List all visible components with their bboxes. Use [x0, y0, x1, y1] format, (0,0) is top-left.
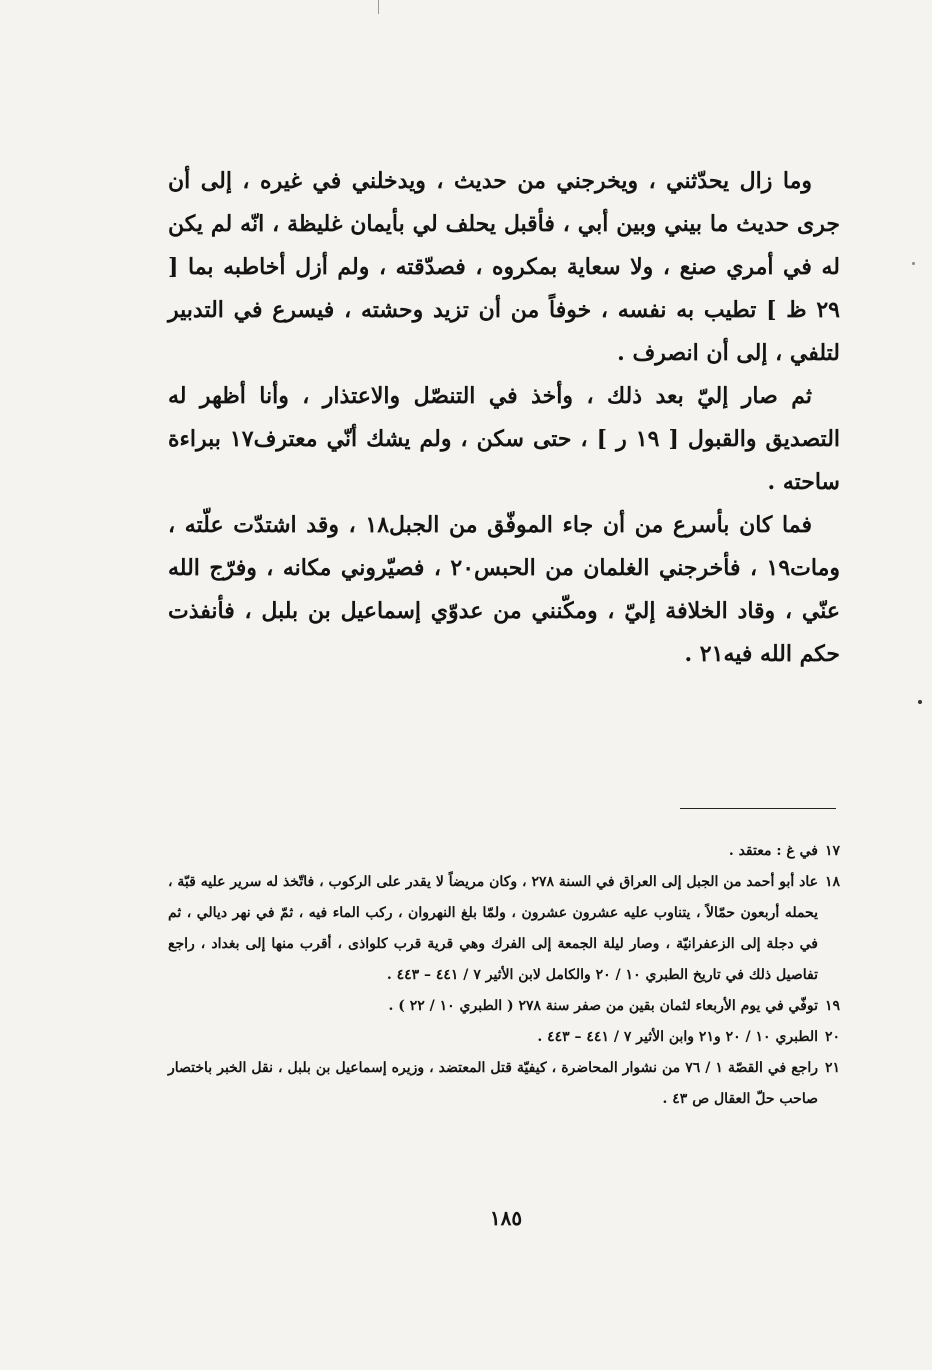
- main-text: [168, 160, 840, 676]
- footnote-separator: [680, 808, 836, 809]
- paragraph-1: وما زال يحدّثني ، ويخرجني من حديث ، ويدخلني في غيره ، إلى أن جرى حديث ما بيني وبين أبي ، فأقبل يحلف لي بأيمان غليظة ، انّه لم يكن له في أمري صنع ، ولا سعاية بمكروه ، فصدّقته ، ولم أزل أخاطبه بما [ ٢٩ ظ ] تطيب به نفسه ، خوفاً من أن تزيد وحشته ، فيسرع في التدبير لتلفي ، إلى أن انصرف .: [168, 168, 840, 366]
- footnote-number: ٢٠: [824, 1029, 840, 1045]
- page-number: ١٨٥: [489, 1206, 523, 1230]
- footnote-21: [168, 1053, 840, 1115]
- scan-artifact-dot: [918, 700, 922, 704]
- paragraph-2: ثم صار إليّ بعد ذلك ، وأخذ في التنصّل والاعتذار ، وأنا أظهر له التصديق والقبول [ ١٩ ر ] ، حتى سكن ، ولم يشك أنّي معترف١٧ ببراءة ساحته .: [168, 383, 841, 495]
- footnote-number: ١٨: [824, 874, 840, 890]
- footnote-20: [168, 1022, 840, 1053]
- scan-artifact-dot: [912, 262, 915, 265]
- footnote-number: ٢١: [824, 1060, 840, 1076]
- footnote-text: راجع في القصّة ١ / ٧٦ من نشوار المحاضرة ، كيفيّة قتل المعتضد ، وزيره إسماعيل بن بلبل ، نقل الخبر باختصار صاحب حلّ العقال ص ٤٣ .: [168, 1060, 818, 1107]
- footnotes: [168, 836, 840, 1115]
- footnote-text: في غ : معتقد .: [728, 843, 818, 859]
- footnote-18: [168, 867, 840, 991]
- footnote-19: [168, 991, 840, 1022]
- footnote-text: توفّي في يوم الأربعاء لثمان بقين من صفر سنة ٢٧٨ ( الطبري ١٠ / ٢٢ ) .: [388, 998, 818, 1014]
- footnote-number: ١٩: [824, 998, 840, 1014]
- scan-artifact-line: [378, 0, 379, 14]
- paragraph-3: فما كان بأسرع من أن جاء الموفّق من الجبل١٨ ، وقد اشتدّت علّته ، ومات١٩ ، فأخرجني الغلمان من الحبس٢٠ ، فصيّروني مكانه ، وفرّج الله عنّي ، وقاد الخلافة إليّ ، ومكّنني من عدوّي إسماعيل بن بلبل ، فأنفذت حكم الله فيه٢١ .: [168, 512, 840, 667]
- footnote-text: الطبري ١٠ / ٢٠ و٢١ وابن الأثير ٧ / ٤٤١ – ٤٤٣ .: [537, 1029, 818, 1045]
- footnote-17: [168, 836, 840, 867]
- footnote-text: عاد أبو أحمد من الجبل إلى العراق في السنة ٢٧٨ ، وكان مريضاً لا يقدر على الركوب ، فاتّخذ له سرير عليه قبّة ، يحمله أربعون حمّالاً ، يتناوب عليه عشرون عشرون ، ولمّا بلغ النهروان ، ركب الماء فيه ، ثمّ في نهر ديالي ، ثم في دجلة إلى الزعفرانيّة ، وصار ليلة الجمعة إلى الفرك وهي قرية قرب كلواذى ، أقرب منها إلى بغداد ، راجع تفاصيل ذلك في تاريخ الطبري ١٠ / ٢٠ والكامل لابن الأثير ٧ / ٤٤١ – ٤٤٣ .: [168, 874, 818, 983]
- footnote-number: ١٧: [824, 843, 840, 859]
